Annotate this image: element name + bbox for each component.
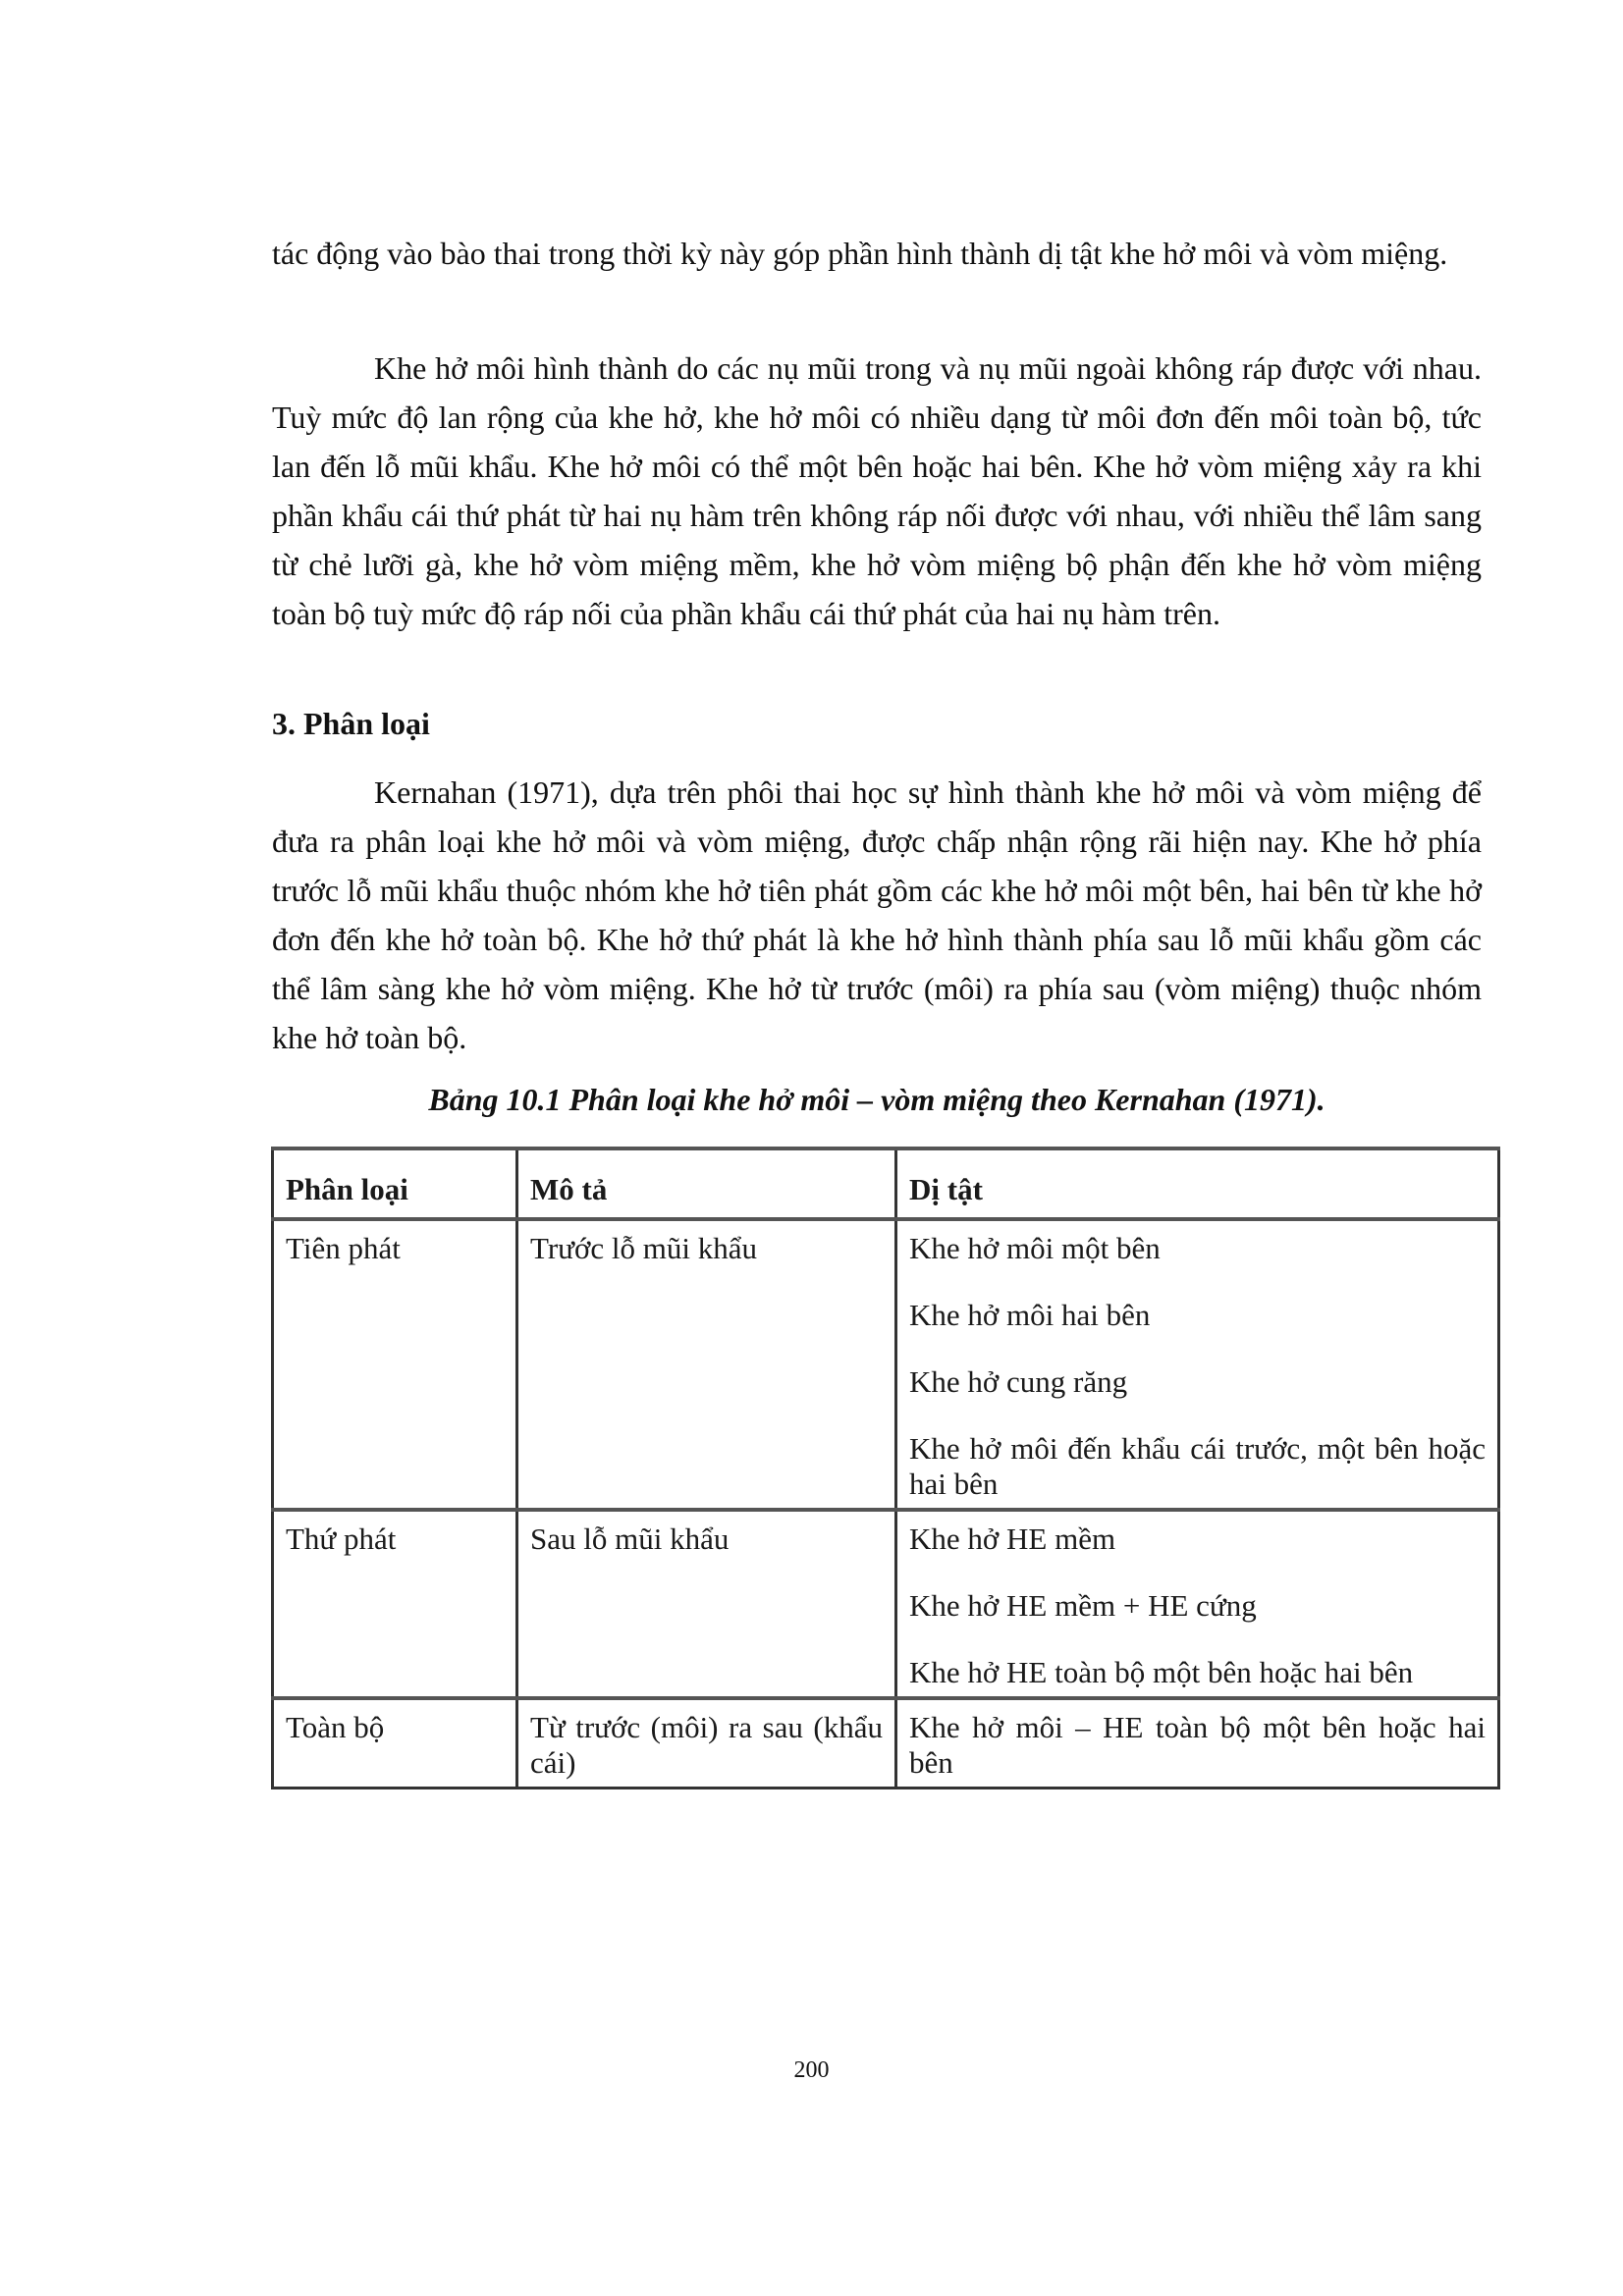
defect-item: Khe hở HE mềm + HE cứng (909, 1588, 1257, 1623)
defect-item: Khe hở môi hai bên (909, 1298, 1151, 1332)
page-number: 200 (793, 2057, 830, 2083)
defect-item: Khe hở HE toàn bộ một bên hoặc hai bên (909, 1655, 1414, 1689)
paragraph-cleft-formation: Khe hở môi hình thành do các nụ mũi trong và nụ mũi ngoài không ráp được với nhau. Tuỳ mức độ lan rộng của khe hở, khe hở môi có nhiều dạng từ môi đơn đến môi toàn bộ, tức lan đến lỗ mũi khẩu. Khe hở môi có thể một bên hoặc hai bên. Khe hở vòm miệng xảy ra khi phần khẩu cái thứ phát từ hai nụ hàm trên không ráp nối được với nhau, với nhiều thể lâm sang từ chẻ lưỡi gà, khe hở vòm miệng mềm, khe hở vòm miệng bộ phận đến khe hở vòm miệng toàn bộ tuỳ mức độ ráp nối của phần khẩu cái thứ phát của hai nụ hàm trên. (272, 350, 1482, 631)
cell-category: Toàn bộ (273, 1698, 517, 1789)
table-row (273, 1219, 1499, 1510)
section-heading: 3. Phân loại (272, 706, 430, 741)
cell-category: Thứ phát (273, 1510, 517, 1698)
cell-description: Từ trước (môi) ra sau (khẩu cái) (517, 1698, 896, 1789)
cell-defects (896, 1698, 1499, 1789)
cell-defects (896, 1219, 1499, 1510)
table-caption: Bảng 10.1 Phân loại khe hở môi – vòm miệng theo Kernahan (1971). (428, 1082, 1325, 1117)
paragraph-kernahan-classification: Kernahan (1971), dựa trên phôi thai học sự hình thành khe hở môi và vòm miệng để đưa ra phân loại khe hở môi và vòm miệng, được chấp nhận rộng rãi hiện nay. Khe hở phía trước lỗ mũi khẩu thuộc nhóm khe hở tiên phát gồm các khe hở môi một bên, hai bên từ khe hở đơn đến khe hở toàn bộ. Khe hở thứ phát là khe hở hình thành phía sau lỗ mũi khẩu gồm các thể lâm sàng khe hở vòm miệng. Khe hở từ trước (môi) ra phía sau (vòm miệng) thuộc nhóm khe hở toàn bộ. (272, 774, 1482, 1055)
classification-table-container (271, 1147, 1500, 1789)
header-category: Phân loại (273, 1148, 517, 1219)
header-description: Mô tả (517, 1148, 896, 1219)
header-defects: Dị tật (896, 1148, 1499, 1219)
table-row (273, 1510, 1499, 1698)
cell-category: Tiên phát (273, 1219, 517, 1510)
cell-defects (896, 1510, 1499, 1698)
table-row (273, 1698, 1499, 1789)
defect-item: Khe hở cung răng (909, 1364, 1128, 1399)
defect-item: Khe hở môi một bên (909, 1231, 1161, 1265)
defect-item: Khe hở HE mềm (909, 1522, 1116, 1556)
defect-item: Khe hở môi – HE toàn bộ một bên hoặc hai bên (909, 1710, 1486, 1780)
defect-item: Khe hở môi đến khẩu cái trước, một bên hoặc hai bên (909, 1431, 1486, 1501)
cell-description: Trước lỗ mũi khẩu (517, 1219, 896, 1510)
table-header-row (273, 1148, 1499, 1219)
paragraph-continuation: tác động vào bào thai trong thời kỳ này góp phần hình thành dị tật khe hở môi và vòm miệng. (272, 236, 1448, 271)
classification-table (271, 1147, 1500, 1789)
cell-description: Sau lỗ mũi khẩu (517, 1510, 896, 1698)
